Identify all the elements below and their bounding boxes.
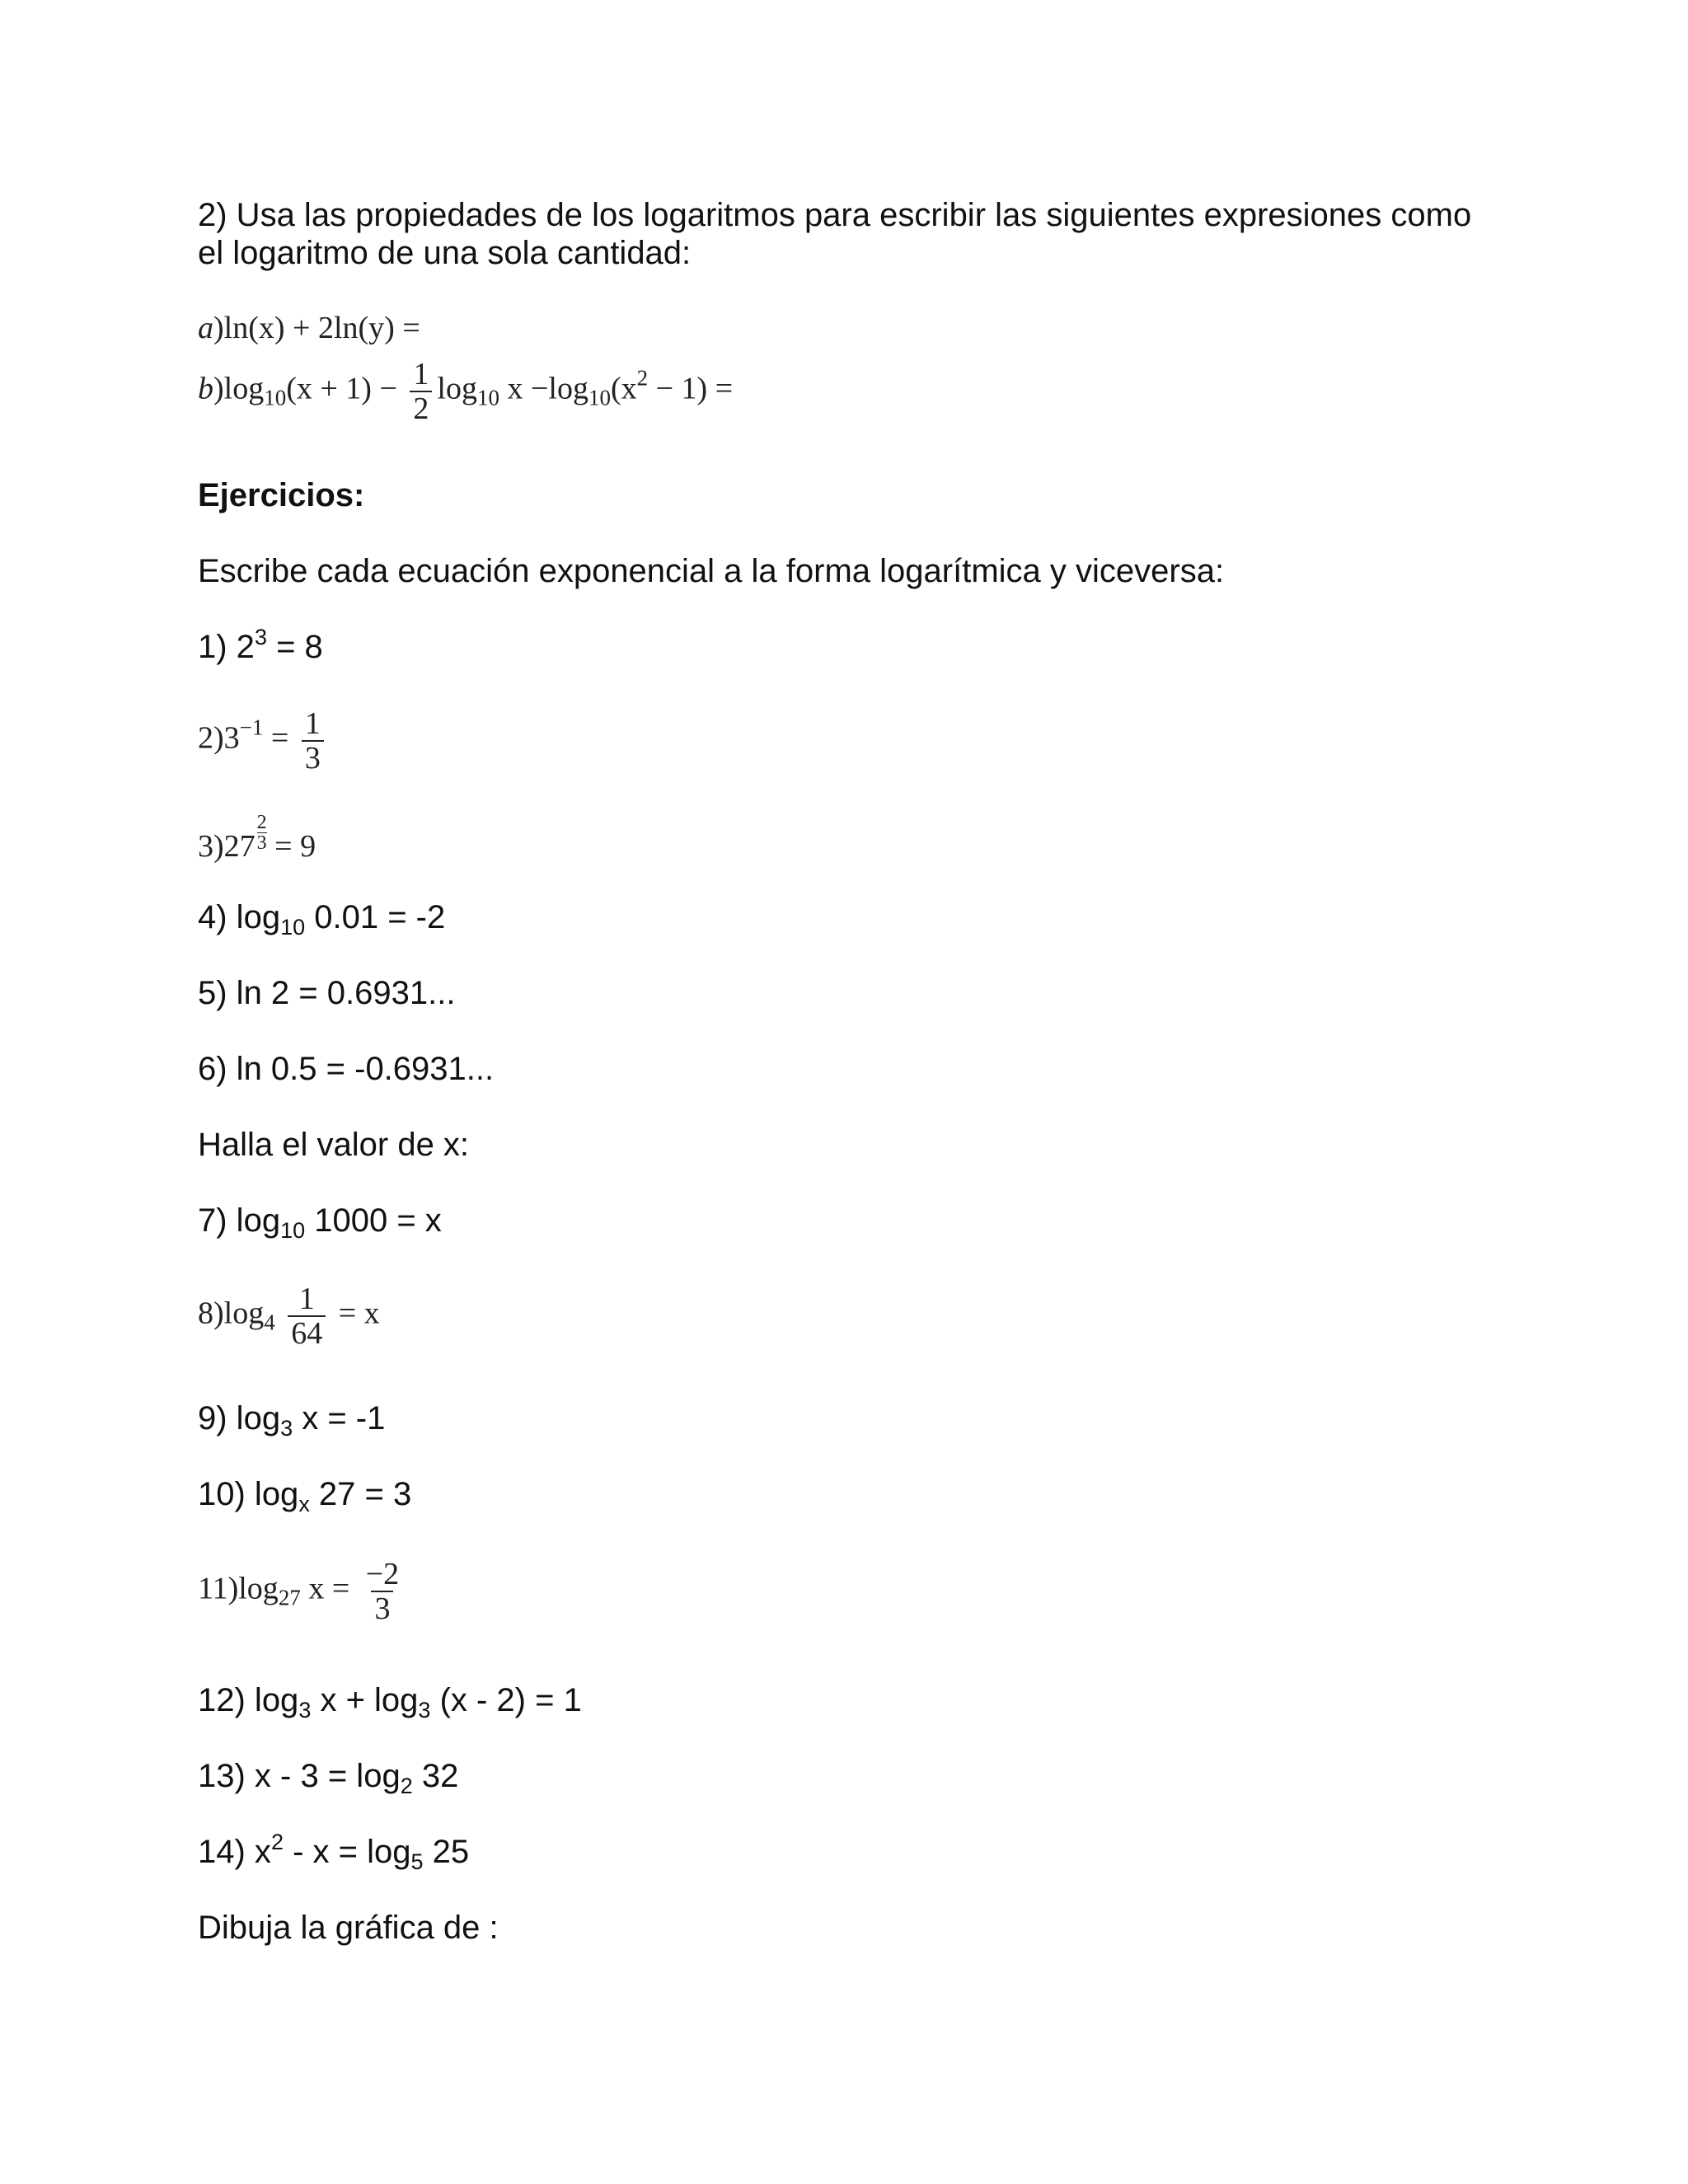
exercise-11: $11)\log_{27}$ x = $\frac{-2}{3}$ [198,1558,407,1625]
exercise-1: 1) $2^3 = 8$ [198,625,323,665]
expression-a-text: )ln(x) + 2ln(y) = [213,311,420,345]
exercise-13: 13) $x - 3 = \log_2 32$ [198,1758,459,1798]
instruction-exponential: Escribe cada ecuación exponencial a la forma logarítmica y viceversa: [198,553,1225,589]
instruction-graph: Dibuja la gráfica de : [198,1910,499,1946]
exercise-8: $8)\log_4$ $\frac{1}{64}$ = x [198,1282,380,1351]
instruction-find-x: Halla el valor de x: [198,1127,470,1163]
exercise-11-fraction: $\frac{-2}{3}$ [365,1557,400,1626]
section-heading: Ejercicios: [198,477,365,513]
exercise-3-exponent-fraction: $\frac{2}{3}$ [256,812,267,854]
expression-b-fraction: $\frac{1}{2}$ [410,358,432,425]
exercise-2: $2)3^{-1}$ = $\frac{1}{3}$ [198,707,329,775]
intro-paragraph [198,196,1471,272]
intro-line-2: el logaritmo de una sola cantidad: [198,235,692,271]
exercise-10: 10) $\log_x 27 = 3$ [198,1476,412,1516]
expression-a [198,310,420,346]
exercise-6: 6) ln 0.5 = -0.6931... [198,1051,495,1087]
exercise-5: 5) ln 2 = 0.6931... [198,975,456,1011]
exercise-3: 3)27 $\frac{2}{3}$ = 9 [198,812,316,864]
exercise-12: 12) $\log_3 x + \log_3 (x - 2) = 1$ [198,1682,582,1722]
exercise-9: 9) $\log_3 x = -1$ [198,1400,386,1441]
exercise-14: 14) $x^2 - x = \log_5 25$ [198,1830,470,1874]
exercise-4: 4) $\log_{10} 0.01 = -2$ [198,899,446,940]
expression-b: $b)\log_{10}(x + 1)$ − $\frac{1}{2}$ $\log_{10} x -\log_{10}(x^2 - 1)$ = [198,357,734,426]
exercise-7: 7) $\log_{10} 1000 = x$ [198,1202,442,1243]
exercise-8-fraction: $\frac{1}{64}$ [288,1282,326,1350]
exercise-2-fraction: $\frac{1}{3}$ [302,707,324,775]
intro-line-1: 2) Usa las propiedades de los logaritmos para escribir las siguientes expresiones como [198,197,1472,233]
expression-a-label: a [198,311,213,345]
